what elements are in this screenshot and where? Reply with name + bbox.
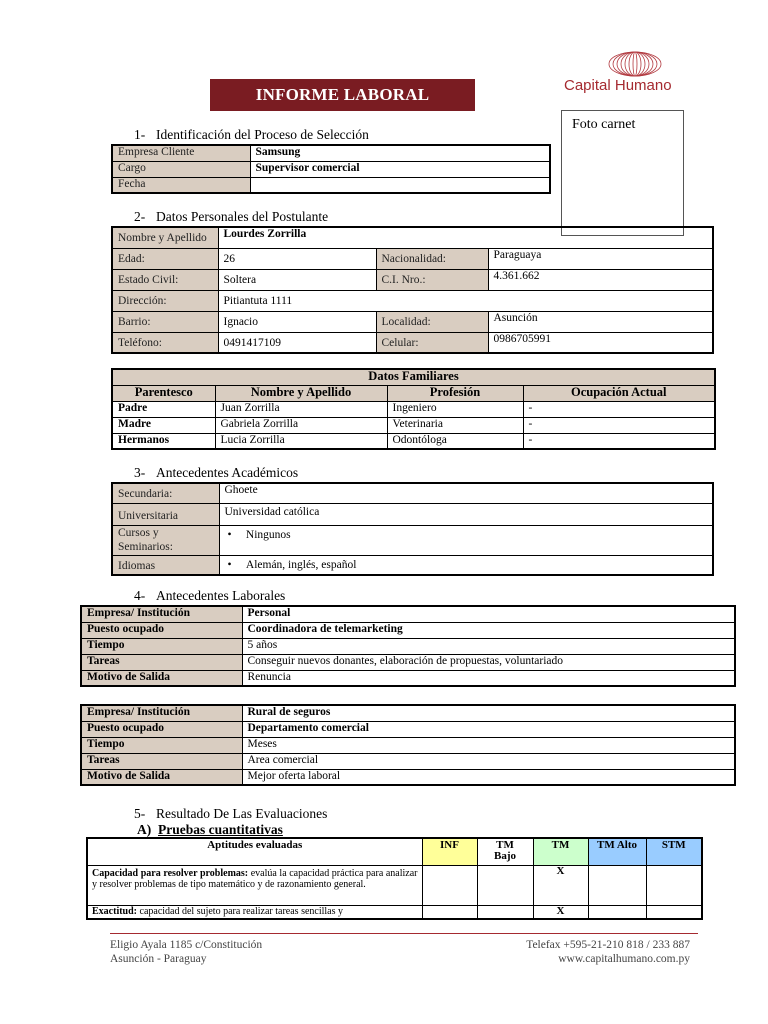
table-row xyxy=(112,401,715,417)
logo-text: Capital Humano xyxy=(564,77,672,94)
footer-address-line2: Asunción - Paraguay xyxy=(110,953,207,965)
value-estado-civil: Soltera xyxy=(218,269,376,290)
label-cursos-line2: Seminarios: xyxy=(118,540,173,553)
value-idiomas-text: Alemán, inglés, español xyxy=(245,558,357,571)
label-motivo: Motivo de Salida xyxy=(81,670,242,686)
section-4-heading xyxy=(134,588,285,604)
column-tm-bajo-line2: Bajo xyxy=(494,850,516,862)
label-direccion: Dirección: xyxy=(112,290,218,311)
bullet-icon: • xyxy=(227,528,232,541)
table-row xyxy=(112,417,715,433)
label-estado-civil: Estado Civil: xyxy=(112,269,218,290)
aptitude-name: Exactitud: xyxy=(92,905,137,917)
table-row xyxy=(87,865,702,905)
column-tm-bajo xyxy=(477,838,533,865)
value-cargo: Supervisor comercial xyxy=(250,161,550,177)
label-cargo: Cargo xyxy=(112,161,250,177)
photo-placeholder xyxy=(561,110,684,236)
value-empresa: Rural de seguros xyxy=(242,705,735,721)
label-nacionalidad: Nacionalidad: xyxy=(376,248,488,269)
section-number: 2- xyxy=(134,209,146,224)
value-empresa-cliente: Samsung xyxy=(250,145,550,161)
cell-stm xyxy=(646,865,702,905)
label-nombre: Nombre y Apellido xyxy=(112,227,218,248)
section-title: Resultado De Las Evaluaciones xyxy=(156,806,328,821)
label-puesto: Puesto ocupado xyxy=(81,622,242,638)
cell-tm-alto xyxy=(588,865,646,905)
cell: - xyxy=(523,417,715,433)
section-number: 1- xyxy=(134,127,146,142)
section-title: Antecedentes Laborales xyxy=(156,588,286,603)
label-telefono: Teléfono: xyxy=(112,332,218,353)
value-motivo: Mejor oferta laboral xyxy=(242,769,735,785)
cell: Lucia Zorrilla xyxy=(215,433,387,449)
column-tm: TM xyxy=(533,838,588,865)
cell: Padre xyxy=(112,401,215,417)
value-nombre: Lourdes Zorrilla xyxy=(218,227,713,248)
cell: Odontóloga xyxy=(387,433,523,449)
value-tiempo: Meses xyxy=(242,737,735,753)
label-fecha: Fecha xyxy=(112,177,250,193)
label-empresa-cliente: Empresa Cliente xyxy=(112,145,250,161)
family-data-table xyxy=(111,368,716,450)
column-header: Profesión xyxy=(387,385,523,401)
section-title: Identificación del Proceso de Selección xyxy=(156,127,369,142)
cell-stm xyxy=(646,905,702,919)
value-universitaria: Universidad católica xyxy=(219,503,713,525)
family-table-title: Datos Familiares xyxy=(112,369,715,385)
table-row xyxy=(112,433,715,449)
cell: Veterinaria xyxy=(387,417,523,433)
cell: - xyxy=(523,401,715,417)
section-2-heading xyxy=(134,209,328,225)
value-ci: 4.361.662 xyxy=(488,269,713,290)
cell: Madre xyxy=(112,417,215,433)
column-stm: STM xyxy=(646,838,702,865)
column-header: Ocupación Actual xyxy=(523,385,715,401)
column-header: Parentesco xyxy=(112,385,215,401)
cell: Ingeniero xyxy=(387,401,523,417)
value-telefono: 0491417109 xyxy=(218,332,376,353)
value-idiomas xyxy=(219,555,713,575)
job-table-2 xyxy=(80,704,736,786)
section-title: Antecedentes Académicos xyxy=(156,465,299,480)
cell-tm-bajo xyxy=(477,905,533,919)
section-number: 4- xyxy=(134,588,146,603)
label-puesto: Puesto ocupado xyxy=(81,721,242,737)
label-cursos xyxy=(112,525,219,555)
aptitude-text: evalúa la capacidad práctica para analizar y resolver problemas de tipo matemático y de razonamiento general. xyxy=(92,867,418,890)
label-tareas: Tareas xyxy=(81,654,242,670)
label-idiomas: Idiomas xyxy=(112,555,219,575)
value-celular: 0986705991 xyxy=(488,332,713,353)
label-tiempo: Tiempo xyxy=(81,737,242,753)
label-motivo: Motivo de Salida xyxy=(81,769,242,785)
value-tareas: Conseguir nuevos donantes, elaboración de propuestas, voluntariado xyxy=(242,654,735,670)
selection-process-table xyxy=(111,144,551,194)
footer-address-line1: Eligio Ayala 1185 c/Constitución xyxy=(110,939,263,951)
subsection-letter: A) xyxy=(137,822,152,837)
value-tiempo: 5 años xyxy=(242,638,735,654)
value-barrio: Ignacio xyxy=(218,311,376,332)
value-direccion: Pitiantuta 1111 xyxy=(218,290,713,311)
report-title: INFORME LABORAL xyxy=(210,79,475,111)
cell: - xyxy=(523,433,715,449)
footer-contact xyxy=(526,938,690,966)
section-1-heading xyxy=(134,127,369,143)
label-tiempo: Tiempo xyxy=(81,638,242,654)
subsection-heading xyxy=(137,822,283,838)
cell: Juan Zorrilla xyxy=(215,401,387,417)
cell-inf xyxy=(422,865,477,905)
table-row xyxy=(87,905,702,919)
cell-tm-bajo xyxy=(477,865,533,905)
label-barrio: Barrio: xyxy=(112,311,218,332)
section-5-heading xyxy=(134,806,327,822)
cell-tm-mark: X xyxy=(533,865,588,905)
column-inf: INF xyxy=(422,838,477,865)
column-header: Nombre y Apellido xyxy=(215,385,387,401)
cell: Hermanos xyxy=(112,433,215,449)
value-localidad: Asunción xyxy=(488,311,713,332)
section-number: 3- xyxy=(134,465,146,480)
cell-tm-alto xyxy=(588,905,646,919)
value-puesto: Departamento comercial xyxy=(242,721,735,737)
column-tm-bajo-line1: TM xyxy=(496,839,514,851)
cell-inf xyxy=(422,905,477,919)
section-3-heading xyxy=(134,465,298,481)
section-title: Datos Personales del Postulante xyxy=(156,209,329,224)
academic-table xyxy=(111,482,714,576)
footer-web[interactable]: www.capitalhumano.com.py xyxy=(558,953,690,965)
label-empresa: Empresa/ Institución xyxy=(81,705,242,721)
personal-data-table xyxy=(111,226,714,354)
column-tm-alto: TM Alto xyxy=(588,838,646,865)
value-motivo: Renuncia xyxy=(242,670,735,686)
label-tareas: Tareas xyxy=(81,753,242,769)
value-fecha xyxy=(250,177,550,193)
job-table-1 xyxy=(80,605,736,687)
column-aptitudes: Aptitudes evaluadas xyxy=(87,838,422,865)
cell: Gabriela Zorrilla xyxy=(215,417,387,433)
label-cursos-line1: Cursos y xyxy=(118,526,159,539)
label-secundaria: Secundaria: xyxy=(112,483,219,503)
value-nacionalidad: Paraguaya xyxy=(488,248,713,269)
value-cursos xyxy=(219,525,713,555)
photo-label: Foto carnet xyxy=(572,117,636,132)
aptitude-description xyxy=(87,905,422,919)
label-edad: Edad: xyxy=(112,248,218,269)
label-ci: C.I. Nro.: xyxy=(376,269,488,290)
footer-divider xyxy=(110,933,698,934)
value-tareas: Area comercial xyxy=(242,753,735,769)
value-secundaria: Ghoete xyxy=(219,483,713,503)
value-edad: 26 xyxy=(218,248,376,269)
section-number: 5- xyxy=(134,806,146,821)
label-universitaria: Universitaria xyxy=(112,503,219,525)
footer-phone: Telefax +595-21-210 818 / 233 887 xyxy=(526,939,690,951)
label-localidad: Localidad: xyxy=(376,311,488,332)
cell-tm-mark: X xyxy=(533,905,588,919)
company-logo xyxy=(560,44,710,100)
value-cursos-text: Ningunos xyxy=(245,528,291,541)
aptitude-description xyxy=(87,865,422,905)
footer-address xyxy=(110,938,262,966)
value-empresa: Personal xyxy=(242,606,735,622)
label-empresa: Empresa/ Institución xyxy=(81,606,242,622)
subsection-title: Pruebas cuantitativas xyxy=(158,822,283,837)
bullet-icon: • xyxy=(227,558,232,571)
aptitude-text: capacidad del sujeto para realizar tareas sencillas y xyxy=(137,905,344,917)
aptitude-name: Capacidad para resolver problemas: xyxy=(92,867,249,879)
label-celular: Celular: xyxy=(376,332,488,353)
evaluation-table xyxy=(86,837,703,920)
value-puesto: Coordinadora de telemarketing xyxy=(242,622,735,638)
